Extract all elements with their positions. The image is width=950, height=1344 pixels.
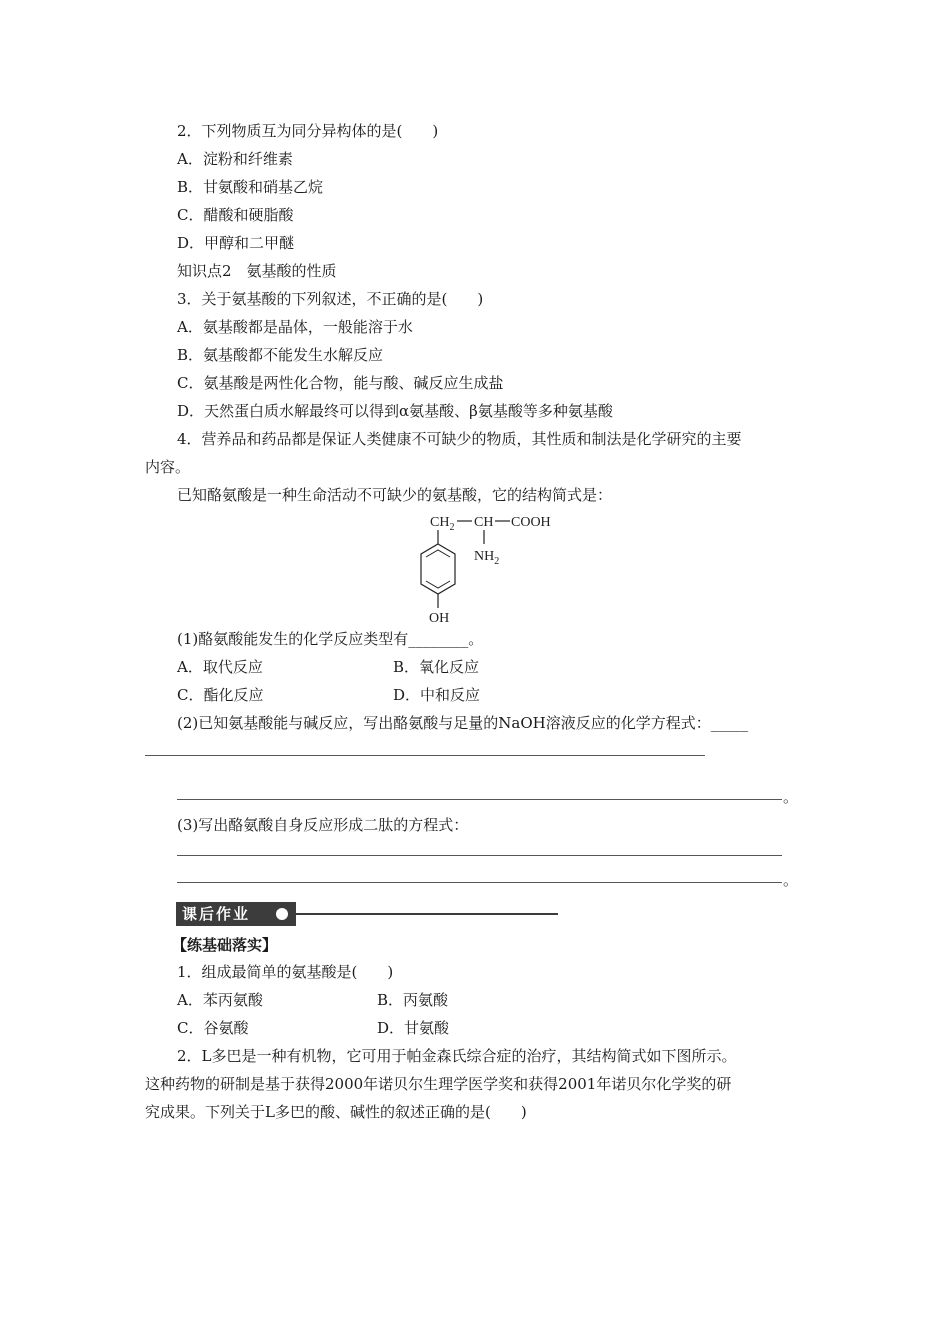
answer-period: 。 [783, 788, 799, 806]
cooh-label: COOH [511, 515, 551, 530]
q3-option-c: C．氨基酸是两性化合物，能与酸、碱反应生成盐 [177, 374, 504, 392]
q3-option-a: A．氨基酸都是晶体，一般能溶于水 [177, 318, 413, 336]
banner-divider [296, 913, 558, 915]
benzene-inner-bond-bottom [426, 581, 450, 588]
q4-part1-option-d: D．中和反应 [393, 686, 481, 704]
q4-stem-line1: 4．营养品和药品都是保证人类健康不可缺少的物质，其性质和制法是化学研究的主要 [177, 430, 742, 448]
q2-option-d: D．甲醇和二甲醚 [177, 234, 295, 252]
q4-intro: 已知酪氨酸是一种生命活动不可缺少的氨基酸，它的结构简式是： [177, 486, 613, 504]
hw-q1-option-b: B．丙氨酸 [377, 991, 449, 1009]
q3-stem: 3．关于氨基酸的下列叙述，不正确的是( ) [177, 290, 484, 308]
q4-part1-option-b: B．氧化反应 [393, 658, 480, 676]
hw-q2-line2: 这种药物的研制是基于获得2000年诺贝尔生理学医学奖和获得2001年诺贝尔化学奖的研 [145, 1075, 732, 1093]
q2-option-a: A．淀粉和纤维素 [177, 150, 293, 168]
answer-period: 。 [783, 871, 799, 889]
benzene-inner-bond-top [426, 550, 450, 557]
homework-banner-label: 课后作业 [176, 902, 296, 926]
q2-stem: 2．下列物质互为同分异构体的是( ) [177, 122, 439, 140]
q2-option-b: B．甘氨酸和硝基乙烷 [177, 178, 324, 196]
answer-line [145, 755, 705, 756]
tyrosine-structure-diagram [400, 508, 580, 628]
answer-line [177, 882, 782, 883]
q4-part1-option-a: A．取代反应 [177, 658, 263, 676]
q3-option-b: B．氨基酸都不能发生水解反应 [177, 346, 384, 364]
q4-part1: (1)酪氨酸能发生的化学反应类型有________。 [177, 630, 484, 648]
hw-q1-stem: 1．组成最简单的氨基酸是( ) [177, 963, 394, 981]
hw-q2-line3: 究成果。下列关于L多巴的酸、碱性的叙述正确的是( ) [145, 1103, 527, 1121]
answer-line [177, 855, 782, 856]
bullet-icon [276, 908, 288, 920]
q4-part3: (3)写出酪氨酸自身反应形成二肽的方程式： [177, 816, 469, 834]
benzene-ring [421, 544, 455, 594]
q2-option-c: C．醋酸和硬脂酸 [177, 206, 294, 224]
q4-stem-line2: 内容。 [145, 458, 191, 476]
hw-q1-option-c: C．谷氨酸 [177, 1019, 249, 1037]
oh-label: OH [429, 611, 450, 626]
ch-label: CH [474, 515, 494, 530]
ch2-label: $CH_2$ [430, 515, 455, 533]
q4-part2: (2)已知氨基酸能与碱反应，写出酪氨酸与足量的NaOH溶液反应的化学方程式：_____ [177, 714, 749, 732]
knowledge-point-heading: 知识点2 氨基酸的性质 [177, 262, 337, 280]
section-heading: 【练基础落实】 [172, 936, 278, 954]
hw-q1-option-a: A．苯丙氨酸 [177, 991, 263, 1009]
hw-q2-line1: 2．L多巴是一种有机物，它可用于帕金森氏综合症的治疗，其结构简式如下图所示。 [177, 1047, 737, 1065]
q4-part1-option-c: C．酯化反应 [177, 686, 264, 704]
q3-option-d: D．天然蛋白质水解最终可以得到α氨基酸、β氨基酸等多种氨基酸 [177, 402, 613, 420]
answer-line [177, 799, 782, 800]
nh2-label: $NH_2$ [474, 549, 500, 567]
hw-q1-option-d: D．甘氨酸 [377, 1019, 450, 1037]
